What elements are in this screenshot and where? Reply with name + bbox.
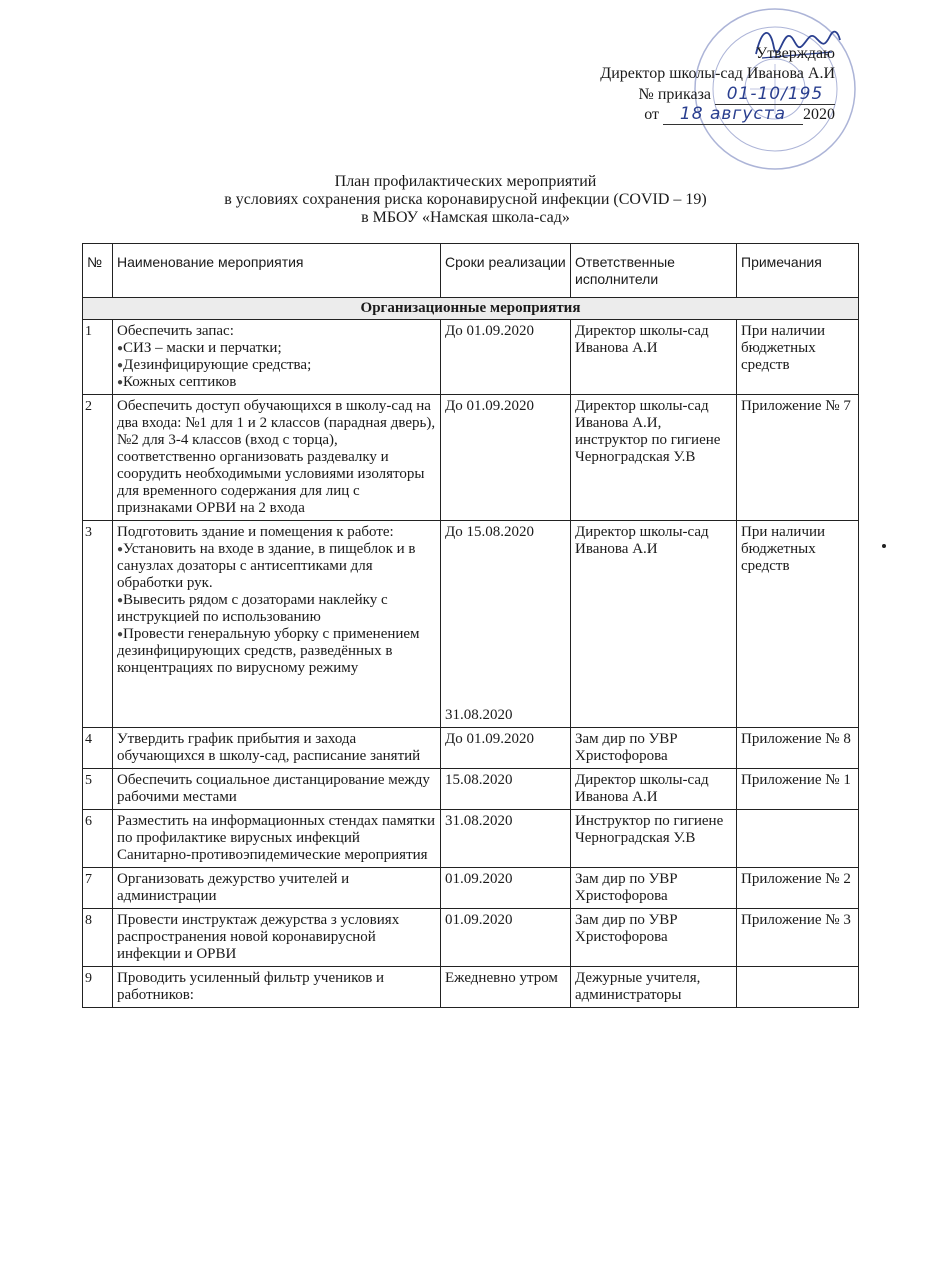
row-note: Приложение № 2 bbox=[737, 868, 859, 909]
row-date: 31.08.2020 bbox=[441, 810, 571, 868]
bullet-item: ● Дезинфицирующие средства; bbox=[117, 357, 436, 374]
approval-block bbox=[600, 44, 835, 124]
measures-table bbox=[82, 243, 859, 1008]
table-header-row bbox=[83, 244, 859, 298]
row-num: 4 bbox=[83, 728, 113, 769]
row-num: 9 bbox=[83, 967, 113, 1008]
table-row bbox=[83, 868, 859, 909]
row-note: При наличии бюджетных средств bbox=[737, 521, 859, 728]
header-responsible: Ответственные исполнители bbox=[571, 244, 737, 298]
row-responsible: Зам дир по УВР Христофорова bbox=[571, 909, 737, 967]
row-num: 7 bbox=[83, 868, 113, 909]
row-note bbox=[737, 967, 859, 1008]
row-responsible: Зам дир по УВР Христофорова bbox=[571, 728, 737, 769]
row-date-start: До 15.08.2020 bbox=[445, 524, 534, 540]
row-date bbox=[441, 521, 571, 728]
bullet-item: ● Кожных септиков bbox=[117, 374, 436, 391]
row-num: 5 bbox=[83, 769, 113, 810]
director-name: Директор школы-сад Иванова А.И bbox=[600, 65, 835, 82]
table-row bbox=[83, 521, 859, 728]
row-responsible: Зам дир по УВР Христофорова bbox=[571, 868, 737, 909]
title-line-3: в МБОУ «Намская школа-сад» bbox=[361, 209, 570, 226]
bullet-item: ● Провести генеральную уборку с применением дезинфицирующих средств, разведённых в концентрациях по вирусному режиму bbox=[117, 626, 436, 677]
row-responsible: Директор школы-сад Иванова А.И bbox=[571, 769, 737, 810]
row-note bbox=[737, 810, 859, 868]
section-row bbox=[83, 298, 859, 320]
table-row bbox=[83, 728, 859, 769]
order-year: 2020 bbox=[803, 106, 835, 123]
row-date: До 01.09.2020 bbox=[441, 395, 571, 521]
header-dates: Сроки реализации bbox=[441, 244, 571, 298]
table-row bbox=[83, 810, 859, 868]
row-task: Обеспечить социальное дистанцирование между рабочими местами bbox=[113, 769, 441, 810]
bullet-item: ● Установить на входе в здание, в пищеблок и в санузлах дозаторы с антисептиками для обработки рук. bbox=[117, 541, 436, 592]
row-date: 01.09.2020 bbox=[441, 909, 571, 967]
row-task: Обеспечить доступ обучающихся в школу-сад на два входа: №1 для 1 и 2 классов (парадная дверь), №2 для 3-4 классов (вход с торца), соответственно организовать раздевалку и соорудить необходимыми условиями изоляторы для временного содержания для лиц с признаками ОРВИ на 2 входа bbox=[113, 395, 441, 521]
row-task: Разместить на информационных стендах памятки по профилактике вирусных инфекций Санитарно-противоэпидемические мероприятия bbox=[113, 810, 441, 868]
row-num: 3 bbox=[83, 521, 113, 728]
header-num: № bbox=[83, 244, 113, 298]
title-line-1: План профилактических мероприятий bbox=[334, 173, 597, 190]
document-title bbox=[0, 173, 931, 227]
row-num: 1 bbox=[83, 320, 113, 395]
row-date: До 01.09.2020 bbox=[441, 728, 571, 769]
row-task: Провести инструктаж дежурства з условиях распространения новой коронавирусной инфекции и ОРВИ bbox=[113, 909, 441, 967]
row-date: До 01.09.2020 bbox=[441, 320, 571, 395]
table-row bbox=[83, 967, 859, 1008]
row-num: 8 bbox=[83, 909, 113, 967]
row-task bbox=[113, 521, 441, 728]
header-notes: Примечания bbox=[737, 244, 859, 298]
row-task-text: Подготовить здание и помещения к работе: bbox=[117, 524, 394, 540]
row-responsible: Директор школы-сад Иванова А.И bbox=[571, 521, 737, 728]
row-responsible: Директор школы-сад Иванова А.И, инструктор по гигиене Черноградская У.В bbox=[571, 395, 737, 521]
row-date: Ежедневно утром bbox=[441, 967, 571, 1008]
row-task-text: Обеспечить запас: bbox=[117, 323, 234, 339]
row-num: 6 bbox=[83, 810, 113, 868]
table-row bbox=[83, 320, 859, 395]
date-prefix: от bbox=[644, 106, 659, 123]
header-name: Наименование мероприятия bbox=[113, 244, 441, 298]
bullet-item: ● Вывесить рядом с дозаторами наклейку с инструкцией по использованию bbox=[117, 592, 436, 626]
row-task bbox=[113, 320, 441, 395]
row-note: Приложение № 3 bbox=[737, 909, 859, 967]
row-note: Приложение № 7 bbox=[737, 395, 859, 521]
row-responsible: Дежурные учителя, администраторы bbox=[571, 967, 737, 1008]
bullet-item: ● СИЗ – маски и перчатки; bbox=[117, 340, 436, 357]
section-title: Организационные мероприятия bbox=[83, 298, 859, 320]
scan-speck bbox=[882, 544, 886, 548]
row-task: Утвердить график прибытия и захода обучающихся в школу-сад, расписание занятий bbox=[113, 728, 441, 769]
row-num: 2 bbox=[83, 395, 113, 521]
row-note: При наличии бюджетных средств bbox=[737, 320, 859, 395]
order-label: № приказа bbox=[638, 86, 711, 103]
row-responsible: Инструктор по гигиене Черноградская У.В bbox=[571, 810, 737, 868]
order-number: 01-10/195 bbox=[715, 84, 835, 105]
row-date: 15.08.2020 bbox=[441, 769, 571, 810]
row-note: Приложение № 1 bbox=[737, 769, 859, 810]
row-date-end: 31.08.2020 bbox=[445, 707, 513, 723]
approve-label: Утверждаю bbox=[755, 45, 835, 62]
table-row bbox=[83, 769, 859, 810]
title-line-2: в условиях сохранения риска коронавирусной инфекции (COVID – 19) bbox=[224, 191, 707, 208]
row-note: Приложение № 8 bbox=[737, 728, 859, 769]
row-task: Проводить усиленный фильтр учеников и работников: bbox=[113, 967, 441, 1008]
order-date: 18 августа bbox=[663, 104, 803, 125]
table-row bbox=[83, 395, 859, 521]
row-responsible: Директор школы-сад Иванова А.И bbox=[571, 320, 737, 395]
row-date: 01.09.2020 bbox=[441, 868, 571, 909]
row-task: Организовать дежурство учителей и администрации bbox=[113, 868, 441, 909]
table-row bbox=[83, 909, 859, 967]
